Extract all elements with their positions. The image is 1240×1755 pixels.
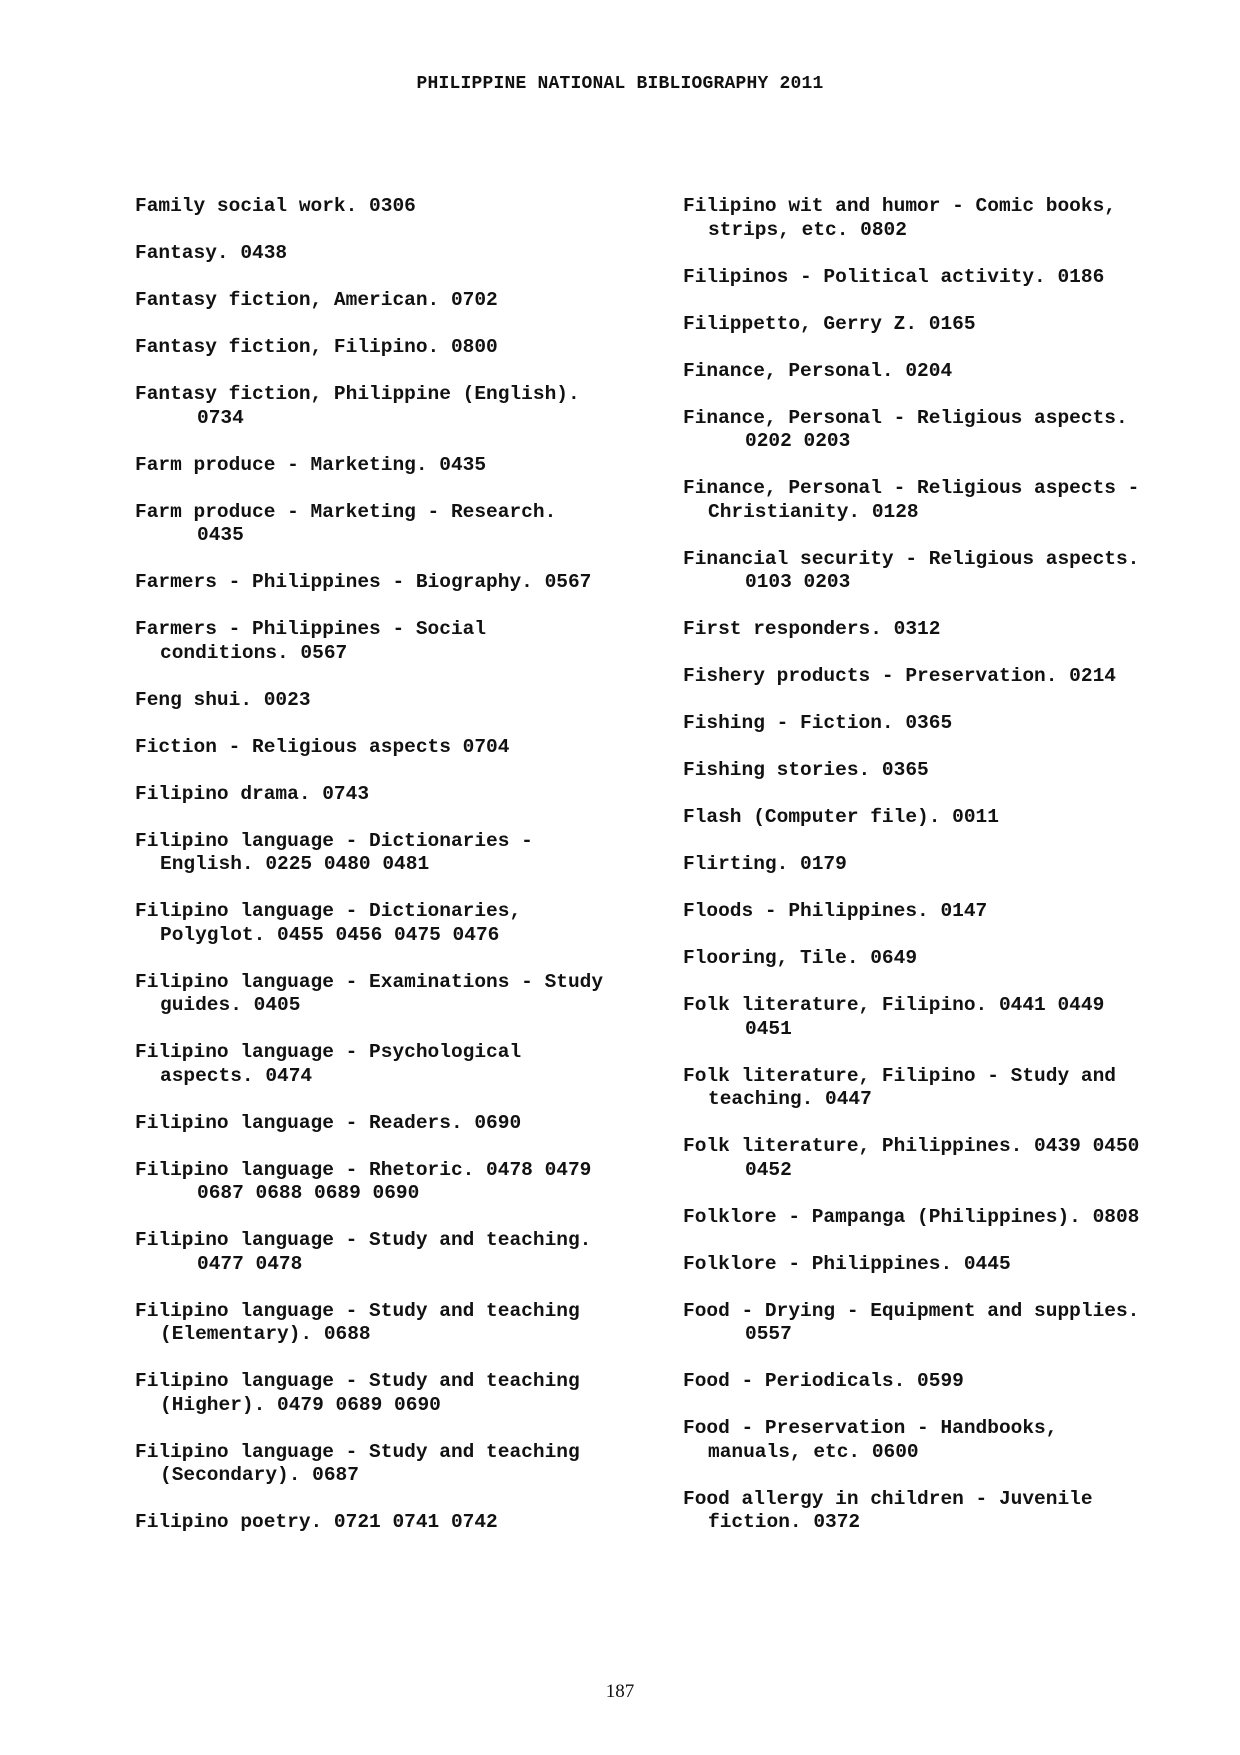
index-entry-heading: Finance, Personal. 0204 bbox=[683, 359, 953, 382]
index-entry bbox=[135, 1229, 655, 1276]
index-entry-heading: Fishing stories. 0365 bbox=[683, 759, 929, 781]
page-number: 187 bbox=[605, 1681, 635, 1702]
index-entry bbox=[683, 548, 1203, 595]
index-entry-heading: Filipino language - Study and teaching bbox=[135, 1370, 580, 1392]
index-entry bbox=[135, 1370, 655, 1417]
index-entry bbox=[135, 971, 655, 1018]
index-column-right bbox=[683, 195, 1203, 1558]
index-entry-heading: Family social work. 0306 bbox=[135, 195, 416, 217]
index-entry-heading: Flooring, Tile. 0649 bbox=[683, 947, 918, 969]
index-entry-continuation: fiction. 0372 bbox=[708, 1511, 861, 1533]
index-entry-heading: Fiction - Religious aspects 0704 bbox=[135, 735, 510, 758]
index-entry-continuation: 0103 0203 bbox=[745, 571, 851, 593]
index-entry-heading: Flash (Computer file). 0011 bbox=[683, 806, 999, 828]
index-entry-heading: Fantasy fiction, Philippine (English). bbox=[135, 383, 580, 405]
index-entry bbox=[135, 736, 655, 760]
index-entry-continuation: 0557 bbox=[745, 1323, 792, 1345]
index-entry-heading: Filipino language - Dictionaries - bbox=[135, 829, 533, 852]
index-entry bbox=[135, 1159, 655, 1206]
index-entry-heading: Food - Drying - Equipment and supplies. bbox=[683, 1299, 1140, 1322]
index-entry-heading: Farm produce - Marketing - Research. bbox=[135, 500, 557, 523]
index-entry bbox=[135, 336, 655, 360]
index-entry-heading: Filipino wit and humor - Comic books, bbox=[683, 195, 1116, 217]
index-entry bbox=[135, 900, 655, 947]
index-entry bbox=[683, 1253, 1203, 1277]
index-entry bbox=[683, 947, 1203, 971]
index-entry-continuation: 0477 0478 bbox=[197, 1252, 303, 1275]
index-entry-heading: Farmers - Philippines - Biography. 0567 bbox=[135, 571, 592, 593]
index-entry-heading: Folk literature, Filipino - Study and bbox=[683, 1064, 1116, 1087]
index-entry-heading: Fantasy fiction, American. 0702 bbox=[135, 289, 498, 311]
index-entry-continuation: 0452 bbox=[745, 1158, 792, 1181]
index-entry bbox=[683, 1065, 1203, 1112]
index-entry-continuation: 0435 bbox=[197, 524, 244, 546]
index-entry bbox=[683, 266, 1203, 290]
index-entry-heading: Folklore - Philippines. 0445 bbox=[683, 1252, 1011, 1275]
index-entry-heading: Finance, Personal - Religious aspects - bbox=[683, 477, 1140, 499]
index-entry-heading: Farm produce - Marketing. 0435 bbox=[135, 453, 487, 476]
index-entry bbox=[135, 1041, 655, 1088]
index-entry bbox=[135, 783, 655, 807]
index-entry bbox=[683, 994, 1203, 1041]
index-entry bbox=[683, 477, 1203, 524]
index-entry-heading: Food allergy in children - Juvenile bbox=[683, 1487, 1093, 1510]
index-entry bbox=[135, 1441, 655, 1488]
index-entry-heading: Folk literature, Filipino. 0441 0449 bbox=[683, 994, 1105, 1016]
index-entry bbox=[683, 407, 1203, 454]
index-entry bbox=[683, 1370, 1203, 1394]
index-entry bbox=[135, 1300, 655, 1347]
index-entry-continuation: 0687 0688 0689 0690 bbox=[197, 1182, 420, 1204]
index-entry-continuation: (Higher). 0479 0689 0690 bbox=[160, 1393, 441, 1416]
index-entry-continuation: Polyglot. 0455 0456 0475 0476 bbox=[160, 923, 500, 946]
index-entry-heading: Fishing - Fiction. 0365 bbox=[683, 712, 953, 734]
index-entry-heading: Filipino language - Study and teaching bbox=[135, 1299, 580, 1322]
index-entry bbox=[135, 195, 655, 219]
index-entry-heading: Filipino poetry. 0721 0741 0742 bbox=[135, 1511, 498, 1533]
index-entry-continuation: Christianity. 0128 bbox=[708, 500, 919, 523]
index-entry bbox=[683, 665, 1203, 689]
index-entry-continuation: teaching. 0447 bbox=[708, 1088, 872, 1110]
index-column-left bbox=[135, 195, 655, 1558]
index-entry-heading: Food - Preservation - Handbooks, bbox=[683, 1417, 1058, 1439]
index-entry bbox=[135, 454, 655, 478]
index-entry bbox=[683, 313, 1203, 337]
index-entry-heading: Filipino drama. 0743 bbox=[135, 782, 370, 805]
index-entry bbox=[135, 618, 655, 665]
index-entry bbox=[683, 1135, 1203, 1182]
index-entry-heading: Filipino language - Dictionaries, bbox=[135, 900, 522, 922]
index-entry bbox=[683, 1300, 1203, 1347]
index-entry-heading: Filipinos - Political activity. 0186 bbox=[683, 265, 1105, 288]
index-entry bbox=[135, 501, 655, 548]
index-entry bbox=[683, 759, 1203, 783]
index-entry bbox=[135, 1112, 655, 1136]
index-entry-continuation: guides. 0405 bbox=[160, 994, 301, 1016]
index-entry-continuation: (Elementary). 0688 bbox=[160, 1323, 371, 1345]
index-entry-continuation: (Secondary). 0687 bbox=[160, 1464, 359, 1486]
index-entry-heading: Floods - Philippines. 0147 bbox=[683, 900, 988, 922]
index-entry-continuation: strips, etc. 0802 bbox=[708, 218, 907, 241]
index-entry-heading: Filipino language - Study and teaching bbox=[135, 1440, 580, 1463]
index-entry-heading: Fantasy fiction, Filipino. 0800 bbox=[135, 336, 498, 358]
index-entry bbox=[135, 689, 655, 713]
index-entry-heading: Filipino language - Examinations - Study bbox=[135, 970, 604, 993]
index-entry-heading: Finance, Personal - Religious aspects. bbox=[683, 406, 1128, 429]
index-entry bbox=[135, 242, 655, 266]
index-entry-heading: First responders. 0312 bbox=[683, 618, 941, 640]
index-entry bbox=[135, 571, 655, 595]
index-entry bbox=[135, 830, 655, 877]
index-entry bbox=[135, 289, 655, 313]
index-entry-heading: Financial security - Religious aspects. bbox=[683, 547, 1140, 570]
index-entry-continuation: aspects. 0474 bbox=[160, 1064, 313, 1087]
index-entry-continuation: English. 0225 0480 0481 bbox=[160, 853, 430, 875]
index-entry-heading: Feng shui. 0023 bbox=[135, 688, 311, 711]
index-entry-heading: Food - Periodicals. 0599 bbox=[683, 1370, 964, 1392]
index-entry-heading: Flirting. 0179 bbox=[683, 853, 847, 875]
index-entry-continuation: 0734 bbox=[197, 406, 244, 429]
page-header-title: PHILIPPINE NATIONAL BIBLIOGRAPHY 2011 bbox=[416, 74, 824, 94]
index-entry-heading: Filippetto, Gerry Z. 0165 bbox=[683, 312, 976, 335]
index-entry-heading: Filipino language - Rhetoric. 0478 0479 bbox=[135, 1158, 592, 1181]
index-entry-heading: Folk literature, Philippines. 0439 0450 bbox=[683, 1135, 1140, 1157]
index-entry bbox=[683, 853, 1203, 877]
index-entry bbox=[683, 1206, 1203, 1230]
index-entry-heading: Filipino language - Readers. 0690 bbox=[135, 1111, 522, 1134]
index-entry-heading: Filipino language - Psychological bbox=[135, 1041, 522, 1063]
index-entry bbox=[135, 1511, 655, 1535]
index-entry bbox=[683, 806, 1203, 830]
index-entry-continuation: 0202 0203 bbox=[745, 430, 851, 452]
index-entry-heading: Farmers - Philippines - Social bbox=[135, 618, 487, 640]
index-entry-heading: Filipino language - Study and teaching. bbox=[135, 1229, 592, 1251]
index-entry bbox=[683, 712, 1203, 736]
index-entry-continuation: conditions. 0567 bbox=[160, 641, 348, 664]
index-entry-heading: Folklore - Pampanga (Philippines). 0808 bbox=[683, 1205, 1140, 1228]
index-entry bbox=[683, 618, 1203, 642]
index-entry bbox=[683, 360, 1203, 384]
index-entry bbox=[683, 1488, 1203, 1535]
index-entry-heading: Fantasy. 0438 bbox=[135, 242, 288, 264]
index-entry-continuation: manuals, etc. 0600 bbox=[708, 1440, 919, 1463]
index-entry bbox=[683, 1417, 1203, 1464]
index-entry bbox=[135, 383, 655, 430]
index-entry bbox=[683, 195, 1203, 242]
index-entry-continuation: 0451 bbox=[745, 1017, 792, 1040]
index-entry bbox=[683, 900, 1203, 924]
index-entry-heading: Fishery products - Preservation. 0214 bbox=[683, 665, 1116, 687]
